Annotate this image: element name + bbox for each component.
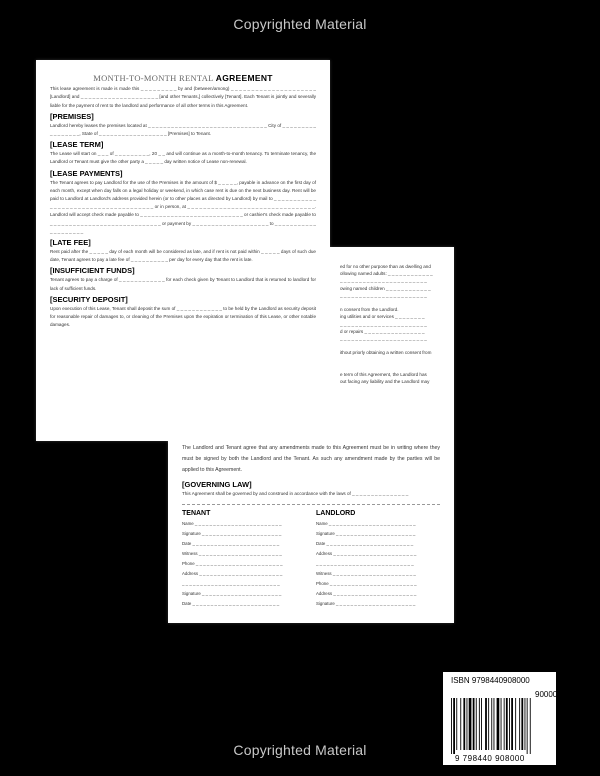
signature-field: Date _ _ _ _ _ _ _ _ _ _ _ _ _ _ _ _ _ _ _ _ _ _ _ _ [316, 541, 414, 547]
barcode-bar [525, 698, 526, 750]
section-body: The Lease will start on _ _ _ of _ _ _ _ _ _ _ _ _, 20 _ _ and will continue as a month-to-month tenancy. To terminate tenancy, the Landlord or Tenant must give the other party a _ _ _ _ _ day written notice of Lease non-renewal. [50, 151, 316, 165]
section-body: Landlord hereby leases the premises located at _ _ _ _ _ _ _ _ _ _ _ _ _ _ _ _ _ _ _ _ _ _ _ _ _ _ _ _ _ _ _ City of _ _ _ _ _ _ _ _ _ _ _ _ _ _ _ _ _, State of _ _ _ _ _ _ _ _ _ _ _ _ _ _ _ _ _ _ [Premises] to Tenant. [50, 122, 316, 137]
isbn-barcode-box [443, 672, 556, 765]
amendments-text: The Landlord and Tenant agree that any amendments made to this Agreement must be in writing where they must be signed by both the Landlord and the Tenant. As such any amendment made by the parties will be applied to this Agreement. [182, 445, 440, 473]
section-heading: [LATE FEE] [50, 238, 91, 248]
signature-field: Signature _ _ _ _ _ _ _ _ _ _ _ _ _ _ _ _ _ _ _ _ _ _ [316, 531, 416, 537]
barcode-bar [451, 698, 452, 754]
governing-law-heading: [GOVERNING LAW] [182, 480, 252, 489]
section-body: The Tenant agrees to pay Landlord for the use of the Premises in the amount of $ _ _ _ _ _, payable in advance on the first day of each month, except when day falls on a legal holiday or weekend, in which case rent is due on the next business day. Rent will be paid to Landlord at Landlord's address provided herein (or to other places as directed by Landlord) by mail to _ _ _ _ _ _ _ _ _ _ _ _ _ _ _ _ _ _ _ _ _ _ _ _ _ _ _ _ _ _ _ _ _ _ _ _ _ or in person, at _ _ _ _ _ _ _ _ _ _ _ _ _ _ _ _ _ _ _ _ _ _ _ _ _ _ _ _ _ _ _ _. Landlord will accept check made payable to _ _ _ _ _ _ _ _ _ _ _ _ _ _ _ _ _ _ _ _ _ _ _ _ _ _ _ or cashier's check made payable to _ _ _ _ _ _ _ _ _ _ _ _ _ _ _ _ _ _ _ _ _ _ _ _ _ _ _ _ _ or payment by _ _ _ _ _ _ _ _ _ _ _ _ _ _ _ _ _ _ _ _ to _ _ _ _ _ _ _ _ _ _ _ _ _ _ _ _ _ _ _ _ [50, 179, 316, 234]
peek-line: _ _ _ _ _ _ _ _ _ _ _ _ _ _ _ _ _ _ _ _ _ _ _ [340, 292, 427, 298]
signature-field: Witness _ _ _ _ _ _ _ _ _ _ _ _ _ _ _ _ _ _ _ _ _ _ _ [182, 551, 282, 557]
barcode-bar [501, 698, 502, 750]
barcode-bar [491, 698, 492, 750]
barcode-bar [479, 698, 480, 750]
barcode-bar [527, 698, 528, 754]
signature-field: Address _ _ _ _ _ _ _ _ _ _ _ _ _ _ _ _ _ _ _ _ _ _ _ [316, 551, 417, 557]
copyright-watermark-bottom: Copyrighted Material [233, 742, 367, 758]
governing-law-text: This Agreement shall be governed by and construed in accordance with the laws of _ _ _ _ _ _ _ _ _ _ _ _ _ _ _ [182, 491, 409, 496]
intro-paragraph: This lease agreement is made is made this _ _ _ _ _ _ _ _ _ by and (between/among) _ _ _ _ _ _ _ _ _ _ _ _ _ _ _ _ _ _ _ _ _ [Landlord] and _ _ _ _ _ _ _ _ _ _ _ _ _ _ _ _ _ _ _ _ [and other Tenants,] collectively [Tenant]. Each Tenant is jointly and severally liable for the payment of rent to the landlord and performance of all other terms in this Agreement. [50, 86, 316, 108]
landlord-fields [316, 520, 440, 610]
signature-field: Phone _ _ _ _ _ _ _ _ _ _ _ _ _ _ _ _ _ _ _ _ _ _ _ _ [316, 581, 417, 587]
peek-line: _ _ _ _ _ _ _ _ _ _ _ _ _ _ _ _ _ _ _ _ _ _ _ [340, 335, 427, 341]
page-one-content [50, 74, 316, 329]
barcode-bar [504, 698, 505, 750]
landlord-heading: LANDLORD [316, 510, 356, 518]
barcode-bar [494, 698, 495, 750]
agreement-page-one [36, 60, 330, 441]
barcode-bar [530, 698, 531, 754]
barcode-digits: 9 798440 908000 [455, 754, 525, 763]
peek-line [340, 364, 440, 371]
signature-field: Name _ _ _ _ _ _ _ _ _ _ _ _ _ _ _ _ _ _ _ _ _ _ _ _ [182, 521, 282, 527]
signature-field: Witness _ _ _ _ _ _ _ _ _ _ _ _ _ _ _ _ _ _ _ _ _ _ _ [316, 571, 416, 577]
barcode-bar [506, 698, 508, 750]
barcode-bar [515, 698, 516, 750]
tenant-heading: TENANT [182, 510, 211, 518]
barcode-bar [463, 698, 465, 750]
tenant-signature-block [182, 509, 306, 610]
peek-line: e term of this Agreement, the Landlord has [340, 371, 427, 377]
section-heading: [SECURITY DEPOSIT] [50, 294, 128, 304]
barcode-bar [460, 698, 461, 750]
signature-field: Address _ _ _ _ _ _ _ _ _ _ _ _ _ _ _ _ _ _ _ _ _ _ _ [316, 591, 417, 597]
tenant-fields [182, 520, 306, 610]
peek-line: d or repairs _ _ _ _ _ _ _ _ _ _ _ _ _ _ _ _ [340, 328, 425, 334]
copyright-watermark-top: Copyrighted Material [233, 16, 367, 32]
signature-field: Address _ _ _ _ _ _ _ _ _ _ _ _ _ _ _ _ _ _ _ _ _ _ _ [182, 571, 283, 577]
peek-line: ed for no other purpose than as dwelling and [340, 264, 431, 269]
price-code: 90000 [535, 690, 558, 699]
barcode-bar [521, 698, 523, 750]
peek-line: n consent from the Landlord. [340, 307, 399, 313]
peek-line [340, 356, 440, 363]
barcode-bar [453, 698, 455, 754]
section-heading: [PREMISES] [50, 111, 94, 121]
signature-field: Signature _ _ _ _ _ _ _ _ _ _ _ _ _ _ _ _ _ _ _ _ _ _ [182, 591, 282, 597]
barcode-bar [519, 698, 520, 750]
signature-field: Signature _ _ _ _ _ _ _ _ _ _ _ _ _ _ _ _ _ _ _ _ _ _ [316, 601, 416, 607]
section-heading: [INSUFFICIENT FUNDS] [50, 266, 135, 276]
signature-field: Date _ _ _ _ _ _ _ _ _ _ _ _ _ _ _ _ _ _ _ _ _ _ _ _ [182, 541, 280, 547]
signature-field: _ _ _ _ _ _ _ _ _ _ _ _ _ _ _ _ _ _ _ _ _ _ _ _ _ _ _ [316, 561, 414, 567]
signature-field: Name _ _ _ _ _ _ _ _ _ _ _ _ _ _ _ _ _ _ _ _ _ _ _ _ [316, 521, 416, 527]
title-main: MONTH-TO-MONTH RENTAL [93, 73, 216, 83]
peek-line: owing named children _ _ _ _ _ _ _ _ _ _ _ _ [340, 285, 431, 291]
signature-columns [182, 509, 440, 610]
barcode-bar [473, 698, 475, 750]
isbn-label: ISBN 9798440908000 [451, 676, 530, 685]
barcode-bar [476, 698, 477, 750]
peek-line: _ _ _ _ _ _ _ _ _ _ _ _ _ _ _ _ _ _ _ _ _ _ _ [340, 278, 427, 284]
barcode-bar [488, 698, 489, 750]
barcode-bar [469, 698, 472, 750]
signature-field: Phone _ _ _ _ _ _ _ _ _ _ _ _ _ _ _ _ _ _ _ _ _ _ _ _ [182, 561, 283, 567]
title-emphasis: AGREEMENT [215, 73, 273, 83]
barcode-bar [481, 698, 482, 750]
peek-line [340, 342, 440, 349]
section-heading: [LEASE TERM] [50, 140, 104, 150]
peek-line: ollowing named adults: _ _ _ _ _ _ _ _ _ _ _ _ [340, 271, 433, 277]
barcode-icon [451, 698, 548, 754]
section-body: Upon execution of this Lease, Tenant shall deposit the sum of _ _ _ _ _ _ _ _ _ _ _ _ to be held by the Landlord as security deposit for reasonable repair of damages to, or cleaning of the Premises upon the expiration or termination of this Lease, or other notable damages. [50, 305, 316, 328]
signature-field: Date _ _ _ _ _ _ _ _ _ _ _ _ _ _ _ _ _ _ _ _ _ _ _ _ [182, 601, 280, 607]
signature-field: _ _ _ _ _ _ _ _ _ _ _ _ _ _ _ _ _ _ _ _ _ _ _ _ _ _ _ [182, 581, 280, 587]
barcode-bar [509, 698, 510, 750]
peek-line: ing utilities and or services _ _ _ _ _ _ _ _ [340, 314, 425, 320]
barcode-bar [511, 698, 513, 750]
signature-field: Signature _ _ _ _ _ _ _ _ _ _ _ _ _ _ _ _ _ _ _ _ _ _ [182, 531, 282, 537]
section-heading: [LEASE PAYMENTS] [50, 168, 123, 178]
peek-line: out facing any liability and the Landlord may [340, 379, 430, 384]
peek-text-column [340, 263, 440, 385]
governing-law-blank [182, 498, 440, 505]
barcode-bar [485, 698, 487, 750]
peek-line: _ _ _ _ _ _ _ _ _ _ _ _ _ _ _ _ _ _ _ _ _ _ _ [340, 321, 427, 327]
landlord-signature-block [316, 509, 440, 610]
barcode-bar [467, 698, 468, 750]
section-body: Tenant agrees to pay a charge of _ _ _ _ _ _ _ _ _ _ _ _ for each check given by Tenant to Landlord that is returned to landlord for lack of sufficient funds. [50, 277, 316, 291]
agreement-title [50, 74, 316, 82]
barcode-bar [497, 698, 500, 750]
agreement-sections [50, 112, 316, 330]
peek-line: ithout priorly obtaining a written consent from [340, 350, 432, 356]
section-body: Rent paid after the _ _ _ _ _ day of each month will be considered as late, and if rent is not paid within _ _ _ _ _ days of such due date, Tenant agrees to pay a late fee of _ _ _ _ _ _ _ _ _ _ per day for every day that the rent is late. [50, 249, 316, 263]
peek-line [340, 299, 440, 306]
barcode-bar [456, 698, 457, 750]
